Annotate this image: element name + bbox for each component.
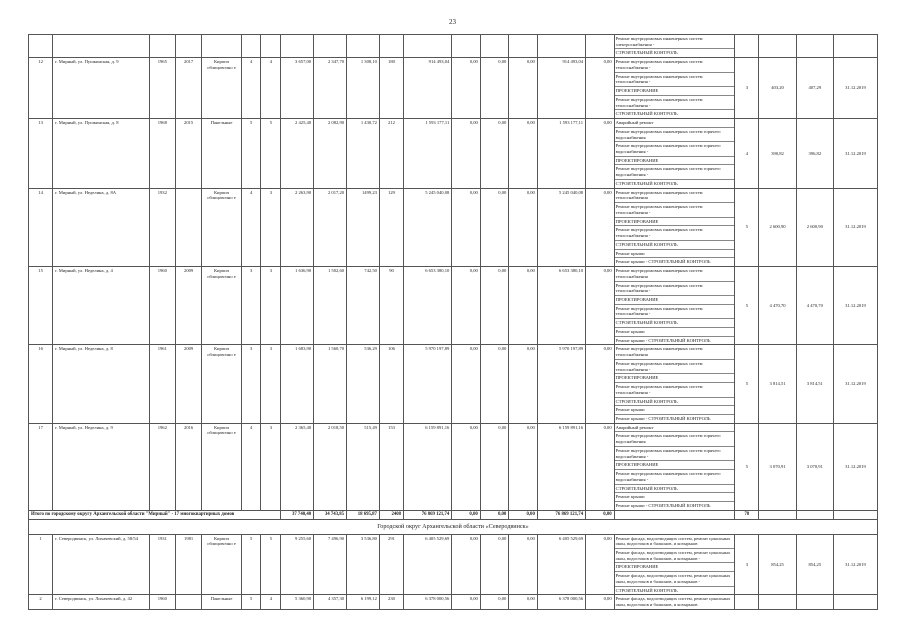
fund-source-3: 0,00 bbox=[509, 345, 538, 423]
unit-cost: 2 600,90 bbox=[759, 188, 796, 266]
total-label: Итого по городскому округу Архангельской области "Мирный" - 17 многоквартирных домов bbox=[29, 510, 281, 519]
year-renovated: 2009 bbox=[175, 267, 201, 345]
table-row bbox=[29, 188, 878, 266]
work-types bbox=[614, 267, 735, 345]
completion-date: 31.12.2019 bbox=[833, 345, 877, 423]
unit-cost-limit bbox=[796, 595, 833, 609]
other-funds: 0,00 bbox=[586, 423, 615, 510]
total-area: 2 365,40 bbox=[281, 423, 314, 510]
total-area: 9 255,60 bbox=[281, 534, 314, 595]
total-work-count: 78 bbox=[735, 510, 759, 519]
floors: 3 bbox=[241, 345, 261, 423]
year-renovated: 2016 bbox=[175, 423, 201, 510]
work-item: СТРОИТЕЛЬНЫЙ КОНТРОЛЬ bbox=[615, 587, 678, 593]
year-renovated: 2015 bbox=[175, 119, 201, 189]
work-types bbox=[614, 423, 735, 510]
work-item: ПРОЕКТИРОВАНИЕ bbox=[615, 296, 735, 305]
year-renovated bbox=[175, 188, 201, 266]
fund-source-1: 0,00 bbox=[452, 534, 481, 595]
fund-source-3: 0,00 bbox=[509, 267, 538, 345]
work-item: Ремонт крыши bbox=[615, 406, 735, 415]
section-title: Городской округ Архангельской области «Северодвинск» bbox=[29, 519, 878, 534]
address: г. Северодвинск, ул. Лихачевский, д. 42 bbox=[53, 595, 150, 609]
work-item: СТРОИТЕЛЬНЫЙ КОНТРОЛЬ bbox=[615, 180, 678, 186]
area-owned: 6 199,12 bbox=[347, 595, 380, 609]
owner-funds: 5 970 197,89 bbox=[537, 345, 585, 423]
residents: 212 bbox=[379, 119, 403, 189]
address: г. Северодвинск, ул. Лихачевский, д. 58/54 bbox=[53, 534, 150, 595]
entrances: 3 bbox=[261, 267, 281, 345]
year-built: 1962 bbox=[149, 423, 175, 510]
work-item: Аварийный ремонт bbox=[615, 119, 735, 128]
total-area: 5 360,90 bbox=[281, 595, 314, 609]
total-cost: 6 405 529,69 bbox=[404, 534, 452, 595]
unit-cost-limit: 407,29 bbox=[796, 58, 833, 119]
fund-source-2: 0,00 bbox=[480, 119, 509, 189]
work-item: ПРОЕКТИРОВАНИЕ bbox=[615, 218, 735, 227]
table-row bbox=[29, 119, 878, 189]
row-number: 15 bbox=[29, 267, 53, 345]
completion-date: 31.12.2019 bbox=[833, 119, 877, 189]
work-item: Ремонт крыши bbox=[615, 250, 735, 259]
fund-source-2: 0,00 bbox=[480, 58, 509, 119]
work-item: Ремонт внутридомовых инженерных систем горячего водоснабжения - bbox=[615, 470, 735, 484]
area-owned: 536,29 bbox=[347, 345, 380, 423]
fund-source-3: 0,00 bbox=[509, 595, 538, 609]
floors: 5 bbox=[241, 119, 261, 189]
unit-cost: 3 070,91 bbox=[759, 423, 796, 510]
section-header-row bbox=[29, 519, 878, 534]
page-number: 23 bbox=[449, 18, 456, 26]
area-owned: 515,49 bbox=[347, 423, 380, 510]
total-cost: 1 593 177,11 bbox=[404, 119, 452, 189]
work-item: Ремонт внутридомовых инженерных систем теплоснабжения bbox=[615, 189, 735, 203]
work-item: СТРОИТЕЛЬНЫЙ КОНТРОЛЬ bbox=[615, 241, 735, 250]
total-cost: 6 159 891,16 bbox=[404, 423, 452, 510]
total-cost: 914 493,04 bbox=[404, 58, 452, 119]
fund-source-2: 0,00 bbox=[480, 595, 509, 609]
address: г. Мирный, ул. Неделина, д. 8 bbox=[53, 345, 150, 423]
total-row bbox=[29, 510, 878, 519]
completion-date: 31.12.2019 bbox=[833, 423, 877, 510]
row-number: 12 bbox=[29, 58, 53, 119]
wall-material: Кирпич облицовочно е bbox=[202, 423, 241, 510]
other-funds: 0,00 bbox=[586, 119, 615, 189]
year-built: 1968 bbox=[149, 119, 175, 189]
total-area: 1 683,90 bbox=[281, 345, 314, 423]
table-row bbox=[29, 534, 878, 595]
other-funds: 0,00 bbox=[586, 595, 615, 609]
work-types bbox=[614, 188, 735, 266]
total-area: 3 657,00 bbox=[281, 58, 314, 119]
work-item: Ремонт внутридомовых инженерных систем теплоснабжения - bbox=[615, 360, 735, 374]
work-item: СТРОИТЕЛЬНЫЙ КОНТРОЛЬ bbox=[615, 398, 735, 407]
area-owned: 3 536,80 bbox=[347, 534, 380, 595]
completion-date: 31.12.2019 bbox=[833, 534, 877, 595]
area-owned: 1 430,72 bbox=[347, 119, 380, 189]
fund-source-3: 0,00 bbox=[509, 119, 538, 189]
fund-source-2: 0,00 bbox=[480, 345, 509, 423]
address: г. Мирный, ул. Пушкинская, д. 9 bbox=[53, 58, 150, 119]
work-item: Ремонт крыши - СТРОИТЕЛЬНЫЙ КОНТРОЛЬ bbox=[615, 503, 711, 509]
wall-material: Кирпич облицовочно е bbox=[202, 188, 241, 266]
unit-cost-limit: 396,82 bbox=[796, 119, 833, 189]
floors: 5 bbox=[241, 595, 261, 609]
residents: 230 bbox=[379, 595, 403, 609]
other-funds: 0,00 bbox=[586, 345, 615, 423]
wall-material: Кирпич облицовочно е bbox=[202, 534, 241, 595]
work-item: ПРОЕКТИРОВАНИЕ bbox=[615, 563, 735, 572]
total-cost: 6 653 380,10 bbox=[404, 267, 452, 345]
work-item: ПРОЕКТИРОВАНИЕ bbox=[615, 461, 735, 470]
top-continuation-row bbox=[29, 35, 878, 58]
year-built: 1965 bbox=[149, 58, 175, 119]
living-area: 2 017,20 bbox=[314, 188, 347, 266]
work-item: Ремонт внутридомовых инженерных систем горячего водоснабжения - bbox=[615, 142, 735, 156]
owner-funds: 1 593 177,11 bbox=[537, 119, 585, 189]
living-area: 2 018,50 bbox=[314, 423, 347, 510]
work-count bbox=[735, 595, 759, 609]
residents: 153 bbox=[379, 423, 403, 510]
owner-funds: 6 159 891,16 bbox=[537, 423, 585, 510]
total-a3: 18 695,87 bbox=[347, 510, 380, 519]
floors: 5 bbox=[241, 534, 261, 595]
completion-date: 31.12.2019 bbox=[833, 267, 877, 345]
owner-funds: 6 405 529,69 bbox=[537, 534, 585, 595]
other-funds: 0,00 bbox=[586, 58, 615, 119]
living-area: 7 496,90 bbox=[314, 534, 347, 595]
entrances: 3 bbox=[261, 345, 281, 423]
work-item: Ремонт внутридомовых инженерных систем теплоснабжения - bbox=[615, 58, 735, 72]
work-item: ПРОЕКТИРОВАНИЕ bbox=[615, 374, 735, 383]
repair-table bbox=[28, 34, 878, 610]
entrances: 4 bbox=[261, 595, 281, 609]
row-number: 14 bbox=[29, 188, 53, 266]
unit-cost-limit: 4 470,70 bbox=[796, 267, 833, 345]
total-area: 1 636,90 bbox=[281, 267, 314, 345]
total-cost: 76 869 121,74 bbox=[404, 510, 452, 519]
work-count: 5 bbox=[735, 423, 759, 510]
work-item: Ремонт внутридомовых инженерных систем теплоснабжения bbox=[615, 345, 735, 359]
total-f3: 0,00 bbox=[509, 510, 538, 519]
work-item: ПРОЕКТИРОВАНИЕ bbox=[615, 157, 735, 166]
total-cost: 5 970 197,89 bbox=[404, 345, 452, 423]
fund-source-1: 0,00 bbox=[452, 58, 481, 119]
living-area: 1 560,70 bbox=[314, 345, 347, 423]
work-types bbox=[614, 58, 735, 119]
unit-cost: 854,25 bbox=[759, 534, 796, 595]
fund-source-1: 0,00 bbox=[452, 119, 481, 189]
table-row bbox=[29, 267, 878, 345]
owner-funds: 914 493,04 bbox=[537, 58, 585, 119]
work-item: СТРОИТЕЛЬНЫЙ КОНТРОЛЬ bbox=[615, 50, 678, 56]
fund-source-1: 0,00 bbox=[452, 345, 481, 423]
work-count: 5 bbox=[735, 188, 759, 266]
work-item: Ремонт внутридомовых инженерных систем электроснабжения - bbox=[615, 35, 735, 49]
total-area: 2 425,40 bbox=[281, 119, 314, 189]
owner-funds: 6 653 380,10 bbox=[537, 267, 585, 345]
residents: 129 bbox=[379, 188, 403, 266]
total-area: 2 263,90 bbox=[281, 188, 314, 266]
owner-funds: 6 378 000,56 bbox=[537, 595, 585, 609]
year-built: 1961 bbox=[149, 345, 175, 423]
unit-cost-limit: 3 814,51 bbox=[796, 345, 833, 423]
row-number: 1 bbox=[29, 534, 53, 595]
total-a1: 37 740,40 bbox=[281, 510, 314, 519]
unit-cost-limit: 854,25 bbox=[796, 534, 833, 595]
total-f2: 0,00 bbox=[480, 510, 509, 519]
table-row bbox=[29, 345, 878, 423]
work-item: Ремонт фасада, водоотводящих систем, ремонт цокольных окон, водостоков и балконов, и козырьков - bbox=[615, 572, 735, 586]
fund-source-3: 0,00 bbox=[509, 58, 538, 119]
address: г. Мирный, ул. Неделина, д. 9 bbox=[53, 423, 150, 510]
work-item: Ремонт внутридомовых инженерных систем теплоснабжения - bbox=[615, 305, 735, 319]
work-item: СТРОИТЕЛЬНЫЙ КОНТРОЛЬ bbox=[615, 111, 678, 117]
row-number: 17 bbox=[29, 423, 53, 510]
unit-cost-limit: 2 600,90 bbox=[796, 188, 833, 266]
entrances: 4 bbox=[261, 58, 281, 119]
wall-material: Кирпич облицовочно е bbox=[202, 267, 241, 345]
work-item: Ремонт фасада, водоотводящих систем, ремонт цокольных окон, водостоков и балконов, и козырьков bbox=[615, 535, 735, 549]
area-owned: 1 308,10 bbox=[347, 58, 380, 119]
year-renovated: 2017 bbox=[175, 58, 201, 119]
table-row bbox=[29, 423, 878, 510]
other-funds: 0,00 bbox=[586, 188, 615, 266]
work-types bbox=[614, 35, 735, 58]
fund-source-2: 0,00 bbox=[480, 423, 509, 510]
work-item: Аварийный ремонт bbox=[615, 424, 735, 433]
work-item: Ремонт внутридомовых инженерных систем теплоснабжения - bbox=[615, 383, 735, 397]
work-item: Ремонт фасада, водоотводящих систем, ремонт цокольных окон, водостоков и балконов, и козырьков bbox=[615, 596, 731, 608]
living-area: 4 357,30 bbox=[314, 595, 347, 609]
completion-date: 31.12.2019 bbox=[833, 58, 877, 119]
unit-cost: 390,82 bbox=[759, 119, 796, 189]
address: г. Мирный, ул. Неделина, д. 4 bbox=[53, 267, 150, 345]
year-built: 1960 bbox=[149, 267, 175, 345]
total-f1: 0,00 bbox=[452, 510, 481, 519]
wall-material: Кирпич облицовочно е bbox=[202, 345, 241, 423]
total-a2: 34 743,85 bbox=[314, 510, 347, 519]
work-item: Ремонт внутридомовых инженерных систем теплоснабжения - bbox=[615, 203, 735, 217]
other-funds: 0,00 bbox=[586, 267, 615, 345]
residents: 180 bbox=[379, 58, 403, 119]
living-area: 1 502,60 bbox=[314, 267, 347, 345]
entrances: 3 bbox=[261, 188, 281, 266]
total-ppl: 2408 bbox=[379, 510, 403, 519]
year-renovated bbox=[175, 595, 201, 609]
floors: 4 bbox=[241, 188, 261, 266]
work-item: Ремонт внутридомовых инженерных систем горячего водоснабжения bbox=[615, 128, 735, 142]
unit-cost: 403,20 bbox=[759, 58, 796, 119]
unit-cost bbox=[759, 595, 796, 609]
work-item: СТРОИТЕЛЬНЫЙ КОНТРОЛЬ bbox=[615, 319, 735, 328]
residents: 291 bbox=[379, 534, 403, 595]
fund-source-3: 0,00 bbox=[509, 534, 538, 595]
year-built: 1960 bbox=[149, 595, 175, 609]
work-item: Ремонт внутридомовых инженерных систем теплоснабжения - bbox=[615, 96, 735, 110]
year-built: 1932 bbox=[149, 188, 175, 266]
work-item: Ремонт внутридомовых инженерных систем горячего водоснабжения - bbox=[615, 165, 735, 179]
work-count: 3 bbox=[735, 534, 759, 595]
work-item: Ремонт внутридомовых инженерных систем теплоснабжения - bbox=[615, 73, 735, 87]
residents: 90 bbox=[379, 267, 403, 345]
fund-source-2: 0,00 bbox=[480, 267, 509, 345]
fund-source-2: 0,00 bbox=[480, 534, 509, 595]
work-types bbox=[614, 345, 735, 423]
year-renovated: 1981 bbox=[175, 534, 201, 595]
area-owned: 742,50 bbox=[347, 267, 380, 345]
work-item: Ремонт внутридомовых инженерных систем горячего водоснабжения - bbox=[615, 447, 735, 461]
other-funds: 0,00 bbox=[586, 534, 615, 595]
fund-source-2: 0,00 bbox=[480, 188, 509, 266]
work-count: 4 bbox=[735, 119, 759, 189]
work-item: СТРОИТЕЛЬНЫЙ КОНТРОЛЬ bbox=[615, 485, 735, 494]
row-number: 2 bbox=[29, 595, 53, 609]
fund-source-1: 0,00 bbox=[452, 267, 481, 345]
work-item: Ремонт внутридомовых инженерных систем теплоснабжения bbox=[615, 267, 735, 281]
total-cost: 5 245 040,08 bbox=[404, 188, 452, 266]
work-types bbox=[614, 595, 735, 609]
unit-cost: 3 814,51 bbox=[759, 345, 796, 423]
work-types bbox=[614, 119, 735, 189]
work-count: 5 bbox=[735, 267, 759, 345]
living-area: 2 347,70 bbox=[314, 58, 347, 119]
row-number: 13 bbox=[29, 119, 53, 189]
living-area: 2 082,90 bbox=[314, 119, 347, 189]
table-row bbox=[29, 58, 878, 119]
work-item: Ремонт крыши bbox=[615, 493, 735, 502]
total-own: 76 869 121,74 bbox=[537, 510, 585, 519]
work-item: ПРОЕКТИРОВАНИЕ bbox=[615, 87, 735, 96]
work-item: Ремонт внутридомовых инженерных систем горячего водоснабжения bbox=[615, 432, 735, 446]
wall-material: Кирпич облицовочно е bbox=[202, 58, 241, 119]
fund-source-3: 0,00 bbox=[509, 188, 538, 266]
fund-source-3: 0,00 bbox=[509, 423, 538, 510]
work-item: Ремонт крыши - СТРОИТЕЛЬНЫЙ КОНТРОЛЬ bbox=[615, 415, 711, 421]
total-z: 0,00 bbox=[586, 510, 615, 519]
work-item: Ремонт внутридомовых инженерных систем теплоснабжения - bbox=[615, 226, 735, 240]
work-types bbox=[614, 534, 735, 595]
owner-funds: 5 245 040,08 bbox=[537, 188, 585, 266]
wall-material: Панельные bbox=[202, 119, 241, 189]
work-item: Ремонт крыши bbox=[615, 328, 735, 337]
completion-date bbox=[833, 595, 877, 609]
wall-material: Панельные bbox=[202, 595, 241, 609]
fund-source-1: 0,00 bbox=[452, 595, 481, 609]
table-row bbox=[29, 595, 878, 609]
floors: 4 bbox=[241, 423, 261, 510]
work-count: 5 bbox=[735, 345, 759, 423]
entrances: 5 bbox=[261, 534, 281, 595]
entrances: 3 bbox=[261, 423, 281, 510]
fund-source-1: 0,00 bbox=[452, 423, 481, 510]
completion-date: 31.12.2019 bbox=[833, 188, 877, 266]
unit-cost: 4 470,70 bbox=[759, 267, 796, 345]
address: г. Мирный, ул. Пушкинская, д. 8 bbox=[53, 119, 150, 189]
address: г. Мирный, ул. Неделина, д. 8А bbox=[53, 188, 150, 266]
work-item: Ремонт внутридомовых инженерных систем теплоснабжения - bbox=[615, 282, 735, 296]
row-number: 16 bbox=[29, 345, 53, 423]
floors: 3 bbox=[241, 267, 261, 345]
work-item: Ремонт крыши - СТРОИТЕЛЬНЫЙ КОНТРОЛЬ bbox=[615, 259, 711, 265]
unit-cost-limit: 3 070,91 bbox=[796, 423, 833, 510]
work-count: 3 bbox=[735, 58, 759, 119]
residents: 106 bbox=[379, 345, 403, 423]
fund-source-1: 0,00 bbox=[452, 188, 481, 266]
floors: 4 bbox=[241, 58, 261, 119]
area-owned: 1499,23 bbox=[347, 188, 380, 266]
entrances: 5 bbox=[261, 119, 281, 189]
year-renovated: 2009 bbox=[175, 345, 201, 423]
work-item: Ремонт крыши - СТРОИТЕЛЬНЫЙ КОНТРОЛЬ bbox=[615, 337, 711, 343]
work-item: Ремонт фасада, водоотводящих систем, ремонт цокольных окон, водостоков и балконов, и козырьков - bbox=[615, 549, 735, 563]
total-cost: 6 378 000,56 bbox=[404, 595, 452, 609]
year-built: 1931 bbox=[149, 534, 175, 595]
